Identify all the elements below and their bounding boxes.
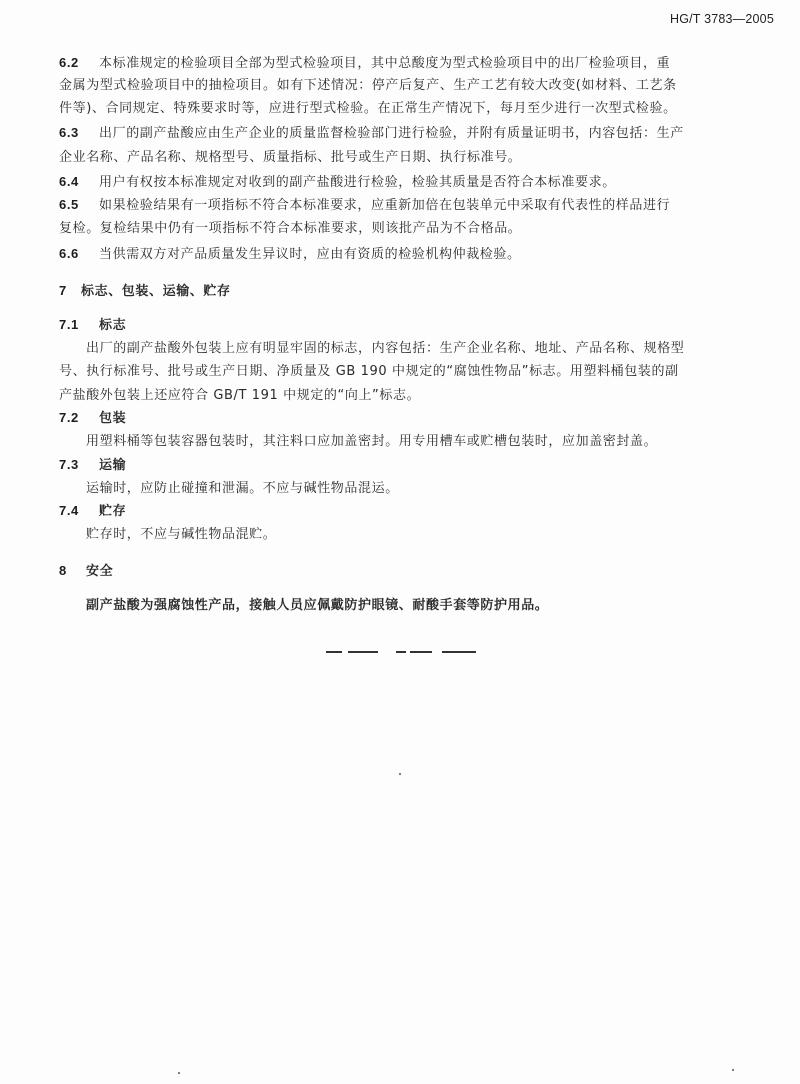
clause-6-3-line-1: 6.3 出厂的副产盐酸应由生产企业的质量监督检验部门进行检验，并附有质量证明书，内容包括：生产 (59, 125, 684, 141)
clause-7-1-line-3: 产盐酸外包装上还应符合 GB/T 191 中规定的“向上”标志。 (59, 388, 421, 403)
clause-6-5-line-2: 复检。复检结果中仍有一项指标不符合本标准要求，则该批产品为不合格品。 (59, 221, 522, 236)
clause-number: 6.5 (59, 197, 79, 212)
clause-number: 6.4 (59, 174, 79, 189)
clause-6-2-line-1: 6.2 本标准规定的检验项目全部为型式检验项目，其中总酸度为型式检验项目中的出厂检验项目，重 (59, 55, 671, 71)
clause-7-2-heading (59, 410, 126, 427)
section-8-line-1: 副产盐酸为强腐蚀性产品，接触人员应佩戴防护眼镜、耐酸手套等防护用品。 (86, 598, 549, 613)
clause-6-2-line-2: 金属为型式检验项目中的抽检项目。如有下述情况：停产后复产、生产工艺有较大改变(如材料、工艺条 (59, 78, 677, 93)
clause-7-1-heading (59, 317, 126, 334)
clause-6-5-line-1: 6.5 如果检验结果有一项指标不符合本标准要求，应重新加倍在包装单元中采取有代表性的样品进行 (59, 197, 671, 213)
clause-number: 7.2 (59, 410, 79, 425)
clause-title: 运输 (99, 458, 127, 473)
section-title: 标志、包装、运输、贮存 (81, 284, 231, 299)
clause-7-1-line-1: 出厂的副产盐酸外包装上应有明显牢固的标志，内容包括：生产企业名称、地址、产品名称、规格型 (86, 341, 685, 356)
section-number: 7 (59, 283, 67, 298)
standard-code: HG/T 3783—2005 (669, 12, 774, 26)
clause-7-3-line-1: 运输时，应防止碰撞和泄漏。不应与碱性物品混运。 (86, 481, 399, 496)
clause-7-4-line-1: 贮存时，不应与碱性物品混贮。 (86, 527, 277, 542)
clause-6-2-line-3: 件等)、合同规定、特殊要求时等，应进行型式检验。在正常生产情况下，每月至少进行一次型式检验。 (59, 101, 677, 116)
scan-speck (178, 1072, 180, 1074)
clause-number: 7.4 (59, 503, 79, 518)
clause-6-4-line-1: 6.4 用户有权按本标准规定对收到的副产盐酸进行检验，检验其质量是否符合本标准要求。 (59, 174, 616, 190)
clause-6-6-line-1: 6.6 当供需双方对产品质量发生异议时，应由有资质的检验机构仲裁检验。 (59, 246, 521, 262)
clause-number: 7.1 (59, 317, 79, 332)
section-8-heading (59, 563, 113, 580)
section-title: 安全 (86, 564, 114, 579)
section-number: 8 (59, 563, 67, 578)
clause-number: 6.2 (59, 55, 79, 70)
clause-number: 6.6 (59, 246, 79, 261)
clause-title: 贮存 (99, 504, 127, 519)
clause-number: 6.3 (59, 125, 79, 140)
clause-number: 7.3 (59, 457, 79, 472)
clause-title: 标志 (99, 318, 127, 333)
clause-7-3-heading (59, 457, 126, 474)
scan-speck (732, 1069, 734, 1071)
clause-7-4-heading (59, 503, 126, 520)
clause-7-2-line-1: 用塑料桶等包装容器包装时，其注料口应加盖密封。用专用槽车或贮槽包装时，应加盖密封盖。 (86, 434, 658, 449)
clause-6-3-line-2: 企业名称、产品名称、规格型号、质量指标、批号或生产日期、执行标准号。 (59, 150, 522, 165)
end-of-text-mark (326, 651, 476, 653)
clause-title: 包装 (99, 411, 127, 426)
section-7-heading (59, 283, 231, 300)
clause-7-1-line-2: 号、执行标准号、批号或生产日期、净质量及 GB 190 中规定的“腐蚀性物品”标志。用塑料桶包装的副 (59, 364, 679, 379)
scan-speck (399, 773, 401, 775)
